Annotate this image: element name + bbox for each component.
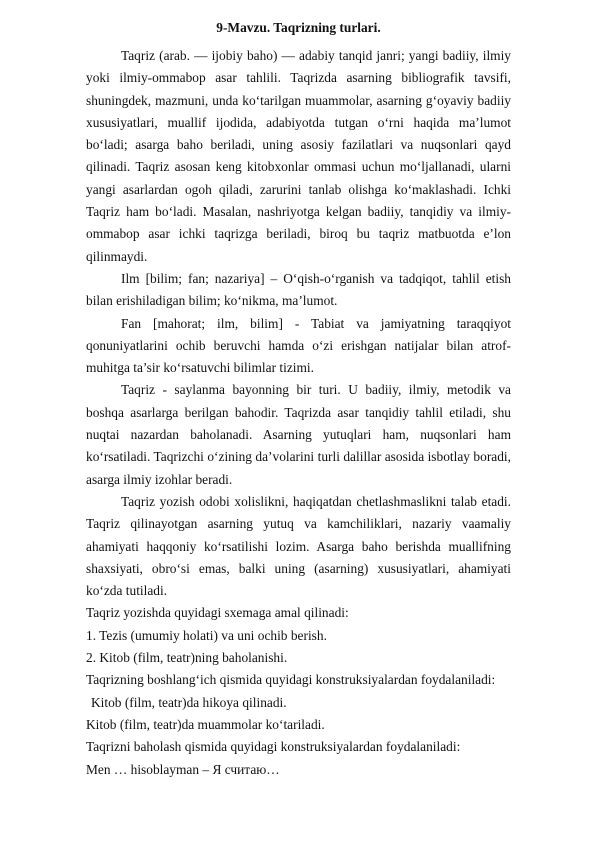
schema-intro-line: Taqriz yozishda quyidagi sxemaga amal qilinadi: [86, 605, 349, 621]
page-title: 9-Mavzu. Taqrizning turlari. [216, 20, 381, 35]
opening-constructions-intro: Taqrizning boshlang‘ich qismida quyidagi konstruksiyalardan foydalaniladi: [86, 672, 496, 688]
schema-item-2: 2. Kitob (film, teatr)ning baholanishi. [86, 650, 288, 666]
evaluation-construction-1: Men … hisoblayman – Я считаю… [86, 761, 280, 777]
document-page [86, 18, 511, 781]
paragraph-taqriz-type: Taqriz - saylanma bayonning bir turi. U badiiy, ilmiy, metodik va boshqa asarlarga berilgan bahodir. Taqrizda asar tanqidiy tahlil etiladi, shu nuqtai nazardan baholanadi. Asarning yutuqlari ham, nuqsonlari ham ko‘rsatiladi. Taqrizchi o‘zining da’volarini turli dalillar asosida isbotlay boradi, asarga ilmiy izohlar beradi. [86, 382, 511, 487]
opening-construction-1: Kitob (film, teatr)da hikoya qilinadi. [91, 694, 287, 710]
evaluation-constructions-intro: Taqrizni baholash qismida quyidagi konstruksiyalardan foydalaniladi: [86, 739, 461, 755]
schema-item-1: 1. Tezis (umumiy holati) va uni ochib berish. [86, 627, 327, 643]
paragraph-taqriz-definition: Taqriz (arab. — ijobiy baho) — adabiy tanqid janri; yangi badiiy, ilmiy yoki ilmiy-ommabop asar tahlili. Taqrizda asarning bibliografik tavsifi, shuningdek, mazmuni, unda ko‘tarilgan muammolar, asarning g‘oyaviy badiiy xususiyatlari, muallif ijodida, adabiyotda tutgan o‘rni haqida ma’lumot bo‘ladi; asarga baho beriladi, uning asosiy fazilatlari va nuqsonlari qayd qilinadi. Taqriz asosan keng kitobxonlar ommasi uchun mo‘ljallanadi, ularni yangi asarlardan ogoh qiladi, zarurini tanlab olishga ko‘maklashadi. Ichki Taqriz ham bo‘ladi. Masalan, nashriyotga kelgan badiiy, tanqidiy va ilmiy-ommabop asar ichki taqrizga beriladi, biroq bu taqriz matbuotda e’lon qilinmaydi. [86, 48, 511, 264]
paragraph-ilm-definition: Ilm [bilim; fan; nazariya] – O‘qish-o‘rganish va tadqiqot, tahlil etish bilan erishiladigan bilim; ko‘nikma, ma’lumot. [86, 270, 511, 309]
opening-construction-2: Kitob (film, teatr)da muammolar ko‘tariladi. [86, 716, 325, 732]
paragraph-fan-definition: Fan [mahorat; ilm, bilim] - Tabiat va jamiyatning taraqqiyot qonuniyatlarini ochib beruvchi hamda o‘zi erishgan natijalar bilan atrof-muhitga ta’sir ko‘rsatuvchi bilimlar tizimi. [86, 315, 511, 376]
paragraph-taqriz-ethics: Taqriz yozish odobi xolislikni, haqiqatdan chetlashmaslikni talab etadi. Taqriz qilinayotgan asarning yutuq va kamchiliklari, nazariy vaamaliy ahamiyati haqqoniy ko‘rsatilishi lozim. Asarga baho berishda muallifning shaxsiyati, obro‘si emas, balki uning (asarning) xususiyatlari, ahamiyati ko‘zda tutiladi. [86, 493, 511, 599]
